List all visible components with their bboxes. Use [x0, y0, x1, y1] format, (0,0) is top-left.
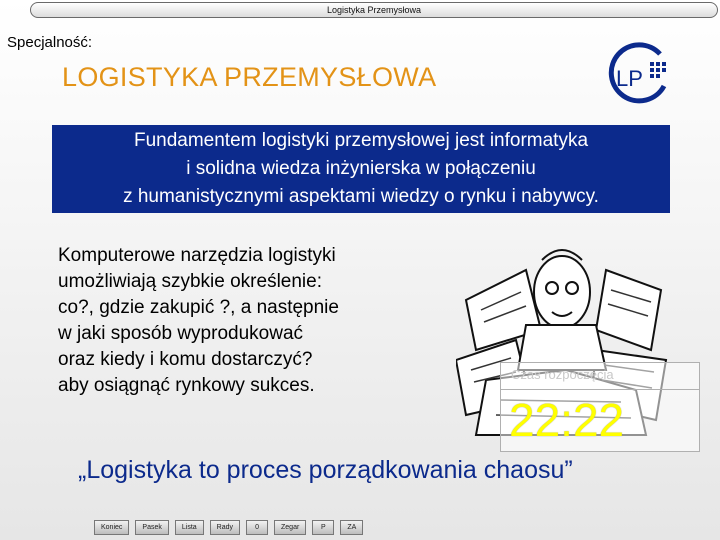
intro-box [52, 125, 670, 213]
tools-line: aby osiągnąć rynkowy sukces. [58, 375, 315, 396]
page-title: LOGISTYKA PRZEMYSŁOWA [62, 62, 437, 92]
nav-button-rady[interactable]: Rady [210, 520, 240, 535]
intro-line: Fundamentem logistyki przemysłowej jest informatyka [133, 130, 589, 151]
nav-button-p[interactable]: P [312, 520, 334, 535]
clock-panel [500, 362, 700, 452]
intro-line: i solidna wiedza inżynierska w połączeniu [186, 158, 536, 179]
lp-logo [602, 40, 672, 108]
nav-button-0[interactable]: 0 [246, 520, 268, 535]
logo-text: LP [616, 66, 643, 91]
nav-button-za[interactable]: ZA [340, 520, 363, 535]
window-title: Logistyka Przemysłowa [326, 5, 422, 15]
tools-line: oraz kiedy i komu dostarczyć? [58, 349, 313, 370]
clock-label: Czas rozpoczęcia [511, 367, 614, 382]
window-title-bar [30, 2, 718, 18]
tools-line: Komputerowe narzędzia logistyki [58, 245, 336, 266]
tools-line: co?, gdzie zakupić ?, a następnie [58, 297, 339, 318]
intro-line: z humanistycznymi aspektami wiedzy o rynku i nabywcy. [123, 186, 599, 207]
quote-text: „Logistyka to proces porządkowania chaosu” [78, 456, 573, 484]
clock-time: 22:22 [509, 394, 625, 446]
tools-line: umożliwiają szybkie określenie: [58, 271, 322, 292]
nav-button-koniec[interactable]: Koniec [94, 520, 129, 535]
specialty-label: Specjalność: [7, 34, 93, 51]
clock-divider [501, 389, 699, 390]
tools-paragraph [58, 243, 418, 399]
nav-button-lista[interactable]: Lista [175, 520, 204, 535]
navigation-bar [94, 520, 363, 536]
nav-button-pasek[interactable]: Pasek [135, 520, 168, 535]
nav-button-zegar[interactable]: Zegar [274, 520, 306, 535]
tools-line: w jaki sposób wyprodukować [58, 323, 304, 344]
